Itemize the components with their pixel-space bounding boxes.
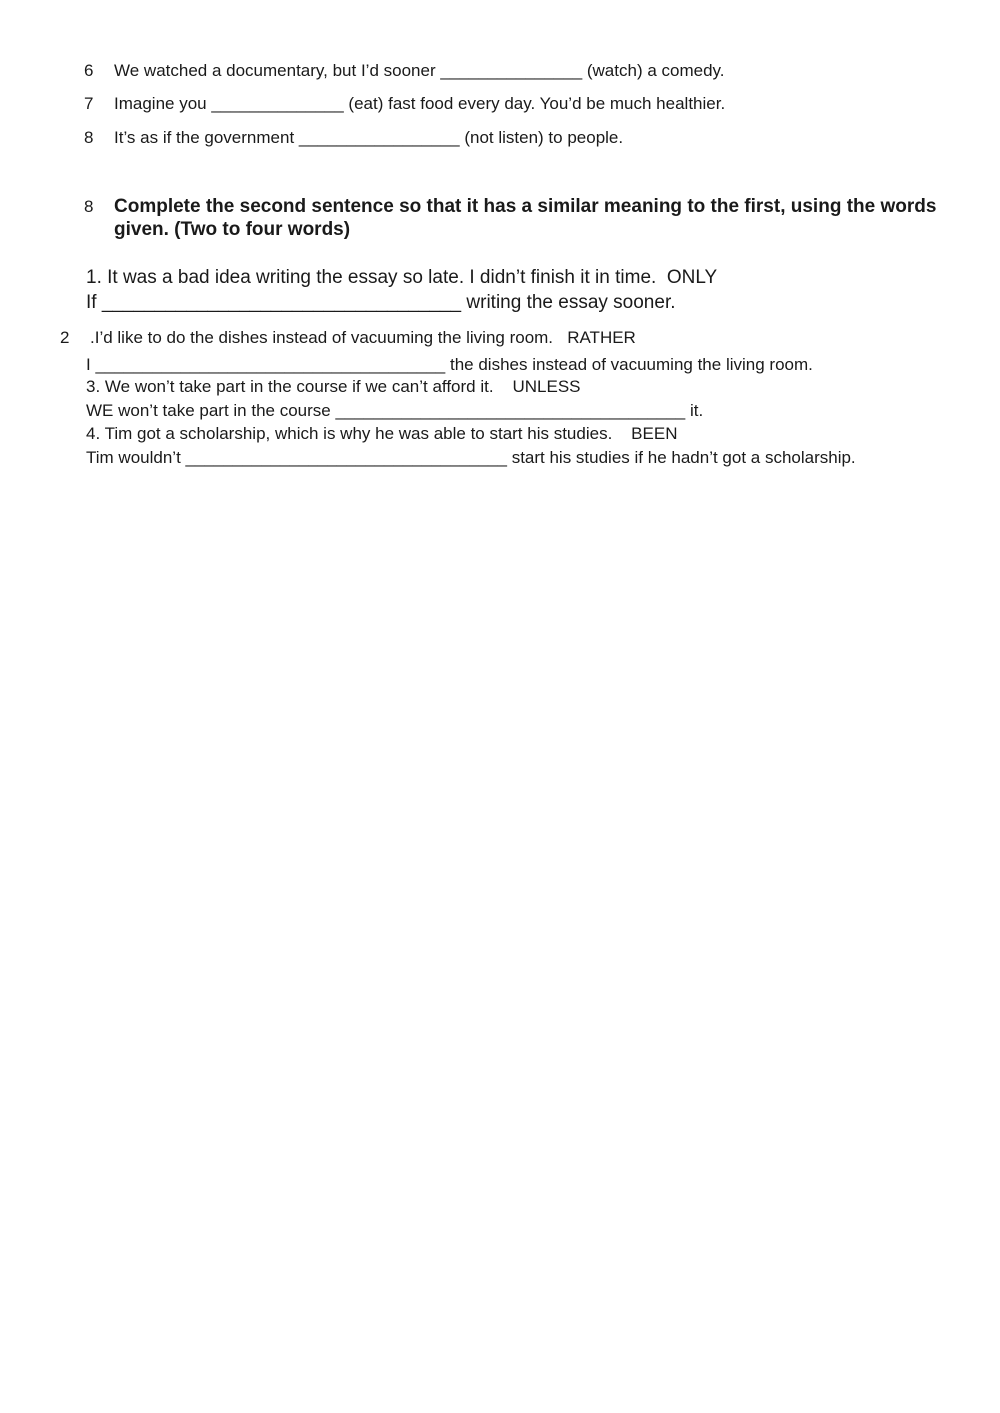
exercise-item-text: Imagine you ______________ (eat) fast food every day. You’d be much healthier. [114,94,726,113]
item-number: 8 [84,128,94,147]
answer-line: WE won’t take part in the course _____________________________________ it. [86,401,704,420]
item-number: 2 [60,328,70,347]
answer-line: Tim wouldn’t __________________________________ start his studies if he hadn’t got a scholarship. [86,448,856,467]
sentence-prompt: 1. It was a bad idea writing the essay so late. I didn’t finish it in time. ONLY [86,267,718,288]
exercise-number: 8 [84,197,94,216]
exercise-item-text: It’s as if the government _________________ (not listen) to people. [114,128,624,147]
sentence-prompt: 3. We won’t take part in the course if we can’t afford it. UNLESS [86,377,581,396]
exercise-instruction: Complete the second sentence so that it has a similar meaning to the first, using the words given. (Two to four words) [114,196,937,240]
sentence-prompt: .I’d like to do the dishes instead of vacuuming the living room. RATHER [90,328,636,347]
item-number: 7 [84,94,94,113]
item-number: 6 [84,61,94,80]
sentence-prompt: 4. Tim got a scholarship, which is why he was able to start his studies. BEEN [86,424,678,443]
answer-line: If __________________________________ writing the essay sooner. [86,292,676,313]
answer-line: I _____________________________________ the dishes instead of vacuuming the living room. [86,355,813,374]
exercise-item-text: We watched a documentary, but I’d sooner _______________ (watch) a comedy. [114,61,725,80]
